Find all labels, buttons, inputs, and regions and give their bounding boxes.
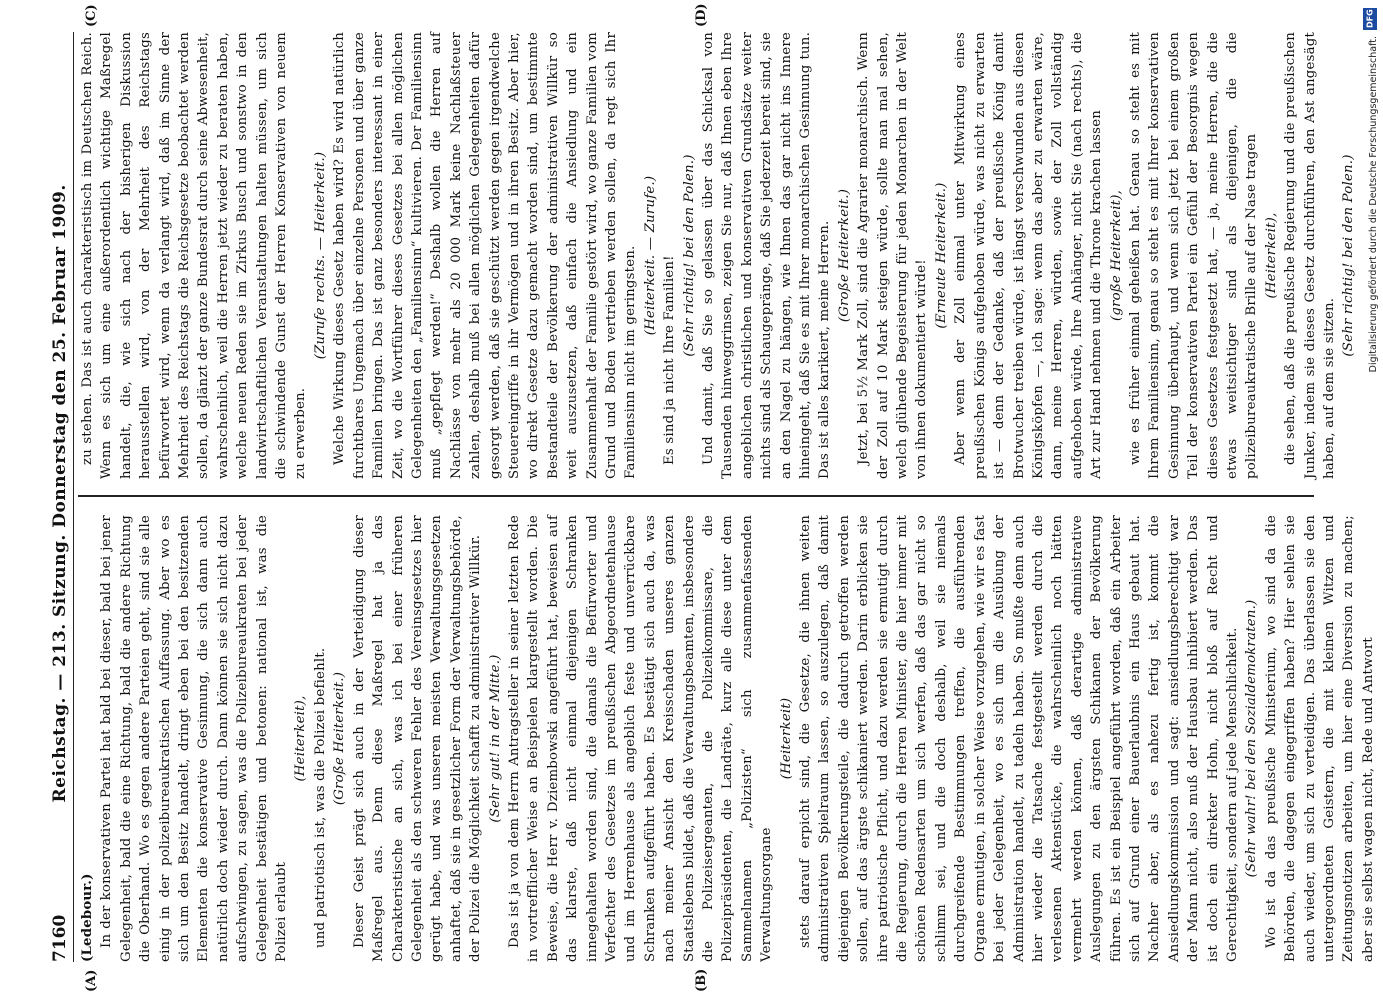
paragraph: Aber wenn der Zoll einmal unter Mitwirkung eines preußischen Königs aufgehoben würde, was nicht zu erwarten ist — denn der Gedanke, daß der preußische König damit Brotwucher treiben würde, ist längst verschwunden aus diesen Königsköpfen —, ich sage: wenn das aber zu erwarten wäre, dann, meine Herren, würden, sowie der Zoll vollständig aufgehoben würde, Ihre Anhänger, nicht Sie (nach rechts), die Art zur Hand nehmen und die Throne krachen lassen	[953, 32, 1105, 479]
stage-direction: (Heiterkeit)	[778, 697, 794, 780]
paragraph: Das ist ja von dem Herrn Antragsteller in seiner letzten Rede in vortrefflicher Weise an Beispielen klargestellt worden. Die Beweise, die Herr v. Dziembowski angeführt hat, beweisen auf das klarste, daß nicht einmal diejenigen Schranken innegehalten worden sind, die damals die Befürworter und Verfechter des Gesetzes im preußischen Abgeordnetenhause und im Herrenhause als angeblich feste und unverrückbare Schranken aufgeführt haben. Es bestätigt sich auch da, was nach meiner Ansicht den Kreisschaden unseres ganzen Staatslebens bildet, daß die Verwaltungsbeamten, insbesondere die Polizeisergeanten, die Polizeikommissare, die Polizeipräsidenten, die Landräte, kurz alle diese unter dem Sammelnamen „Polizisten“ sich zusammenfassenden Verwaltungsorgane	[506, 515, 775, 962]
paragraph: In der konservativen Partei hat bald bei dieser, bald bei jener Gelegenheit, bald die eine Richtung, bald die andere Richtung die Oberhand. Wo es gegen andere Parteien geht, sind sie alle einig in der polizeibureaukratischen Auffassung. Aber wo es sich um den Besitz handelt, dringt eben bei den besitzenden Elementen die konservative Gesinnung, die sich dann auch natürlich doch wieder durch. Dann können sie sich nicht dazu aufschwingen, zu sagen, was die Polizeibureaukraten bei jeder Gelegenheit bestätigen und betonen: national ist, was die Polizei erlaubt	[99, 515, 290, 962]
paragraph: Wo ist da das preußische Ministerium, wo sind da die Behörden, die dagegen eingegriffen haben? Hier sehlen sie auch wieder, um sich zu verteidigen. Das überlassen sie den untergeordneten Geistern, die mit kleinen Witzen und Zeitungsnotizen arbeiten, um hier eine Diversion zu machen; aber sie selbst wagen nicht, Rede und Antwort	[1263, 515, 1376, 962]
margin-marker-a: (A)	[84, 969, 99, 992]
paragraph: die sehen, daß die preußische Regierung und die preußischen Junker, indem sie dieses Gesetz durchführen, den Ast angesägt haben, auf dem sie sitzen.	[1283, 32, 1337, 479]
column-divider	[78, 495, 1314, 497]
digitization-credit: Digitalisierung gefördert durch die Deutsche Forschungsgemeinschaft.	[1368, 36, 1379, 373]
stage-direction: (Sehr wahr! bei den Sozialdemokraten.)	[1244, 599, 1260, 878]
paragraph: Und damit, daß Sie so gelassen über das Schicksal von Tausenden hinweggrinsen, zeigen Sie nur, daß Ihnen eben Ihre angeblichen christlichen und konservativen Grundsätze weiter nichts sind als Schaugepränge, daß Sie jederzeit bereit sind, sie an den Nagel zu hängen, wie Ihnen das gar nicht ins Innere hineingeht, daß Sie es mit Ihrer monarchischen Gesinnung tun. Das ist alles karikiert, meine Herren.	[701, 32, 833, 479]
paragraph: Welche Wirkung dieses Gesetz haben wird? Es wird natürlich furchtbares Ungemach über einzelne Personen und über ganze Familien bringen. Das ist ganz besonders interessant in einer Zeit, wo die Wortführer dieses Gesetzes bei allen möglichen Gelegenheiten den „Familiensinn“ kultivieren. Der Familiensinn muß „gepflegt werden!“ Deshalb wollen die Herren auf Nachlässe von mehr als 20 000 Mark keine Nachlaßsteuer zahlen, deshalb muß bei allen möglichen Gelegenheiten dafür gesorgt werden, daß sie geschützt werden gegen irgendwelche Steuereingriffe in ihr Vermögen und in ihren Besitz. Aber hier, wo direkt Gesetze dazu gemacht worden sind, um bestimmte Bestandteile der Bevölkerung der administrativen Willkür so weit auszusetzen, daß einfach die Ansiedlung und ein Zusammenhalt der Familie gestört wird, wo ganze Familien vom Grund und Boden vertrieben werden sollen, da regt sich Ihr Familiensinn nicht im geringsten.	[332, 32, 639, 479]
stage-direction: (Heiterkeit. — Zurufe.)	[642, 175, 658, 336]
paragraph: Jetzt, bei 5½ Mark Zoll, sind die Agrarier monarchisch. Wenn der Zoll auf 10 Mark steigen würde, sollte man mal sehen, welch glühende Begeisterung für jeden Monarchen in der Welt von ihnen dokumentiert würde!	[856, 32, 930, 479]
margin-marker-d: (D)	[694, 3, 709, 27]
stage-direction: (Zurufe rechts. — Heiterkeit.)	[312, 151, 328, 360]
stage-direction: (Sehr gut! in der Mitte.)	[487, 654, 503, 823]
stage-direction: (Große Heiterkeit.)	[836, 188, 852, 323]
dfg-logo: DFG	[1363, 8, 1377, 30]
margin-marker-c: (C)	[84, 4, 99, 27]
paragraph: zu stehen. Das ist auch charakteristisch im Deutschen Reich. Wenn es sich um eine außerordentlich wichtige Maßregel handelt, die, wie sich nach der bisherigen Diskussion herausstellen wird, von der Mehrheit des Reichstags befürwortet wird, wenn da verlangt wird, daß im Sinne der Mehrheit des Reichstags die Reichsgesetze beobachtet werden sollen, da glänzt der ganze Bundesrat durch seine Abwesenheit, wahrscheinlich, weil die Herren jetzt wieder zu beraten haben, welche neuen Reden sie im Zirkus Busch und sonstwo in den landwirtschaftlichen Veranstaltungen halten müssen, um sich die schwindende Gunst der Herren Konservativen von neuem zu erwerben.	[80, 32, 309, 479]
paragraph: Dieser Geist prägt sich auch in der Verteidigung dieser Maßregel aus. Denn diese Maßregel hat ja das Charakteristische an sich, was ich bei einer früheren Gelegenheit als den schweren Fehler des Vereinsgesetzes hier gerügt habe, und was unseren meisten Verwaltungsgesetzen anhaftet, daß sie in gesetzlicher Form der Verwaltungsbehörde, der Polizei die Möglichkeit schafft zu administrativer Willkür.	[351, 515, 484, 962]
paragraph: wie es früher einmal geheißen hat. Genau so steht es mit Ihrem Familiensinn, genau so steht es mit Ihrer konservativen Gesinnung überhaupt, und wenn sich jetzt bei einem großen Teil der konservativen Partei ein Gefühl der Besorgnis wegen dieses Gesetzes festgesetzt hat, — ja, meine Herren, die die etwas weitsichtiger sind als diejenigen, die die polizeibureaukratische Brille auf der Nase tragen	[1127, 32, 1260, 479]
left-column	[78, 515, 1376, 962]
stage-direction: (Große Heiterkeit.)	[332, 671, 348, 806]
stage-direction: (Heiterkeit),	[1263, 212, 1279, 299]
stage-direction: (große Heiterkeit),	[1108, 189, 1124, 322]
header-title: Reichstag. — 213. Sitzung. Donnerstag den 25. Februar 1909.	[50, 184, 70, 803]
paragraph: und patriotisch ist, was die Polizei befiehlt.	[312, 647, 328, 948]
paragraph: Es sind ja nicht Ihre Familien!	[662, 255, 678, 465]
stage-direction: (Heiterkeit),	[293, 695, 309, 782]
stage-direction: (Sehr richtig! bei den Polen.)	[681, 154, 697, 357]
speaker-name: (Ledebour.)	[80, 873, 95, 962]
right-column	[78, 32, 1357, 479]
page-number: 7160	[50, 914, 70, 962]
running-header	[44, 32, 74, 962]
stage-direction: (Sehr richtig! bei den Polen.)	[1341, 154, 1357, 357]
margin-marker-b: (B)	[694, 968, 709, 992]
paragraph: stets darauf erpicht sind, die Gesetze, die ihnen weiten administrativen Spielraum lassen, so auszulegen, daß damit diejenigen Bevölkerungsteile, die dadurch getroffen werden sollen, auf das ärgste schikaniert werden. Darin erblicken sie ihre patriotische Pflicht, und dazu werden sie ermutigt durch die Regierung, durch die Herren Minister, die hier immer mit schönen Redensarten um sich werfen, daß das gar nicht so schlimm sei, und die doch deshalb, weil sie niemals durchgreifende Bestimmungen treffen, die ausführenden Organe ermutigen, in solcher Weise vorzugehen, wie wir es fast bei jeder Gelegenheit, wo es sich um die Ausübung der Administration handelt, zu tadeln haben. So mußte denn auch hier wieder die Tatsache festgestellt werden durch die verlesenen Aktenstücke, die wahrscheinlich noch hätten vermehrt werden können, daß derartige administrative Auslegungen zu den ärgsten Schikanen der Bevölkerung führen. Es ist ein Beispiel angeführt worden, daß ein Arbeiter sich auf Grund einer Bauerlaubnis ein Haus gebaut hat. Nachher aber, als es nahezu fertig ist, kommt die Ansiedlungskommission und sagt: ansiedlungsberechtigt war der Mann nicht, also muß der Hausbau inhibiert werden. Das ist doch ein direkter Hohn, nicht bloß auf Recht und Gerechtigkeit, sondern auf jede Menschlichkeit.	[798, 515, 1240, 962]
stage-direction: (Erneute Heiterkeit.)	[933, 182, 949, 329]
